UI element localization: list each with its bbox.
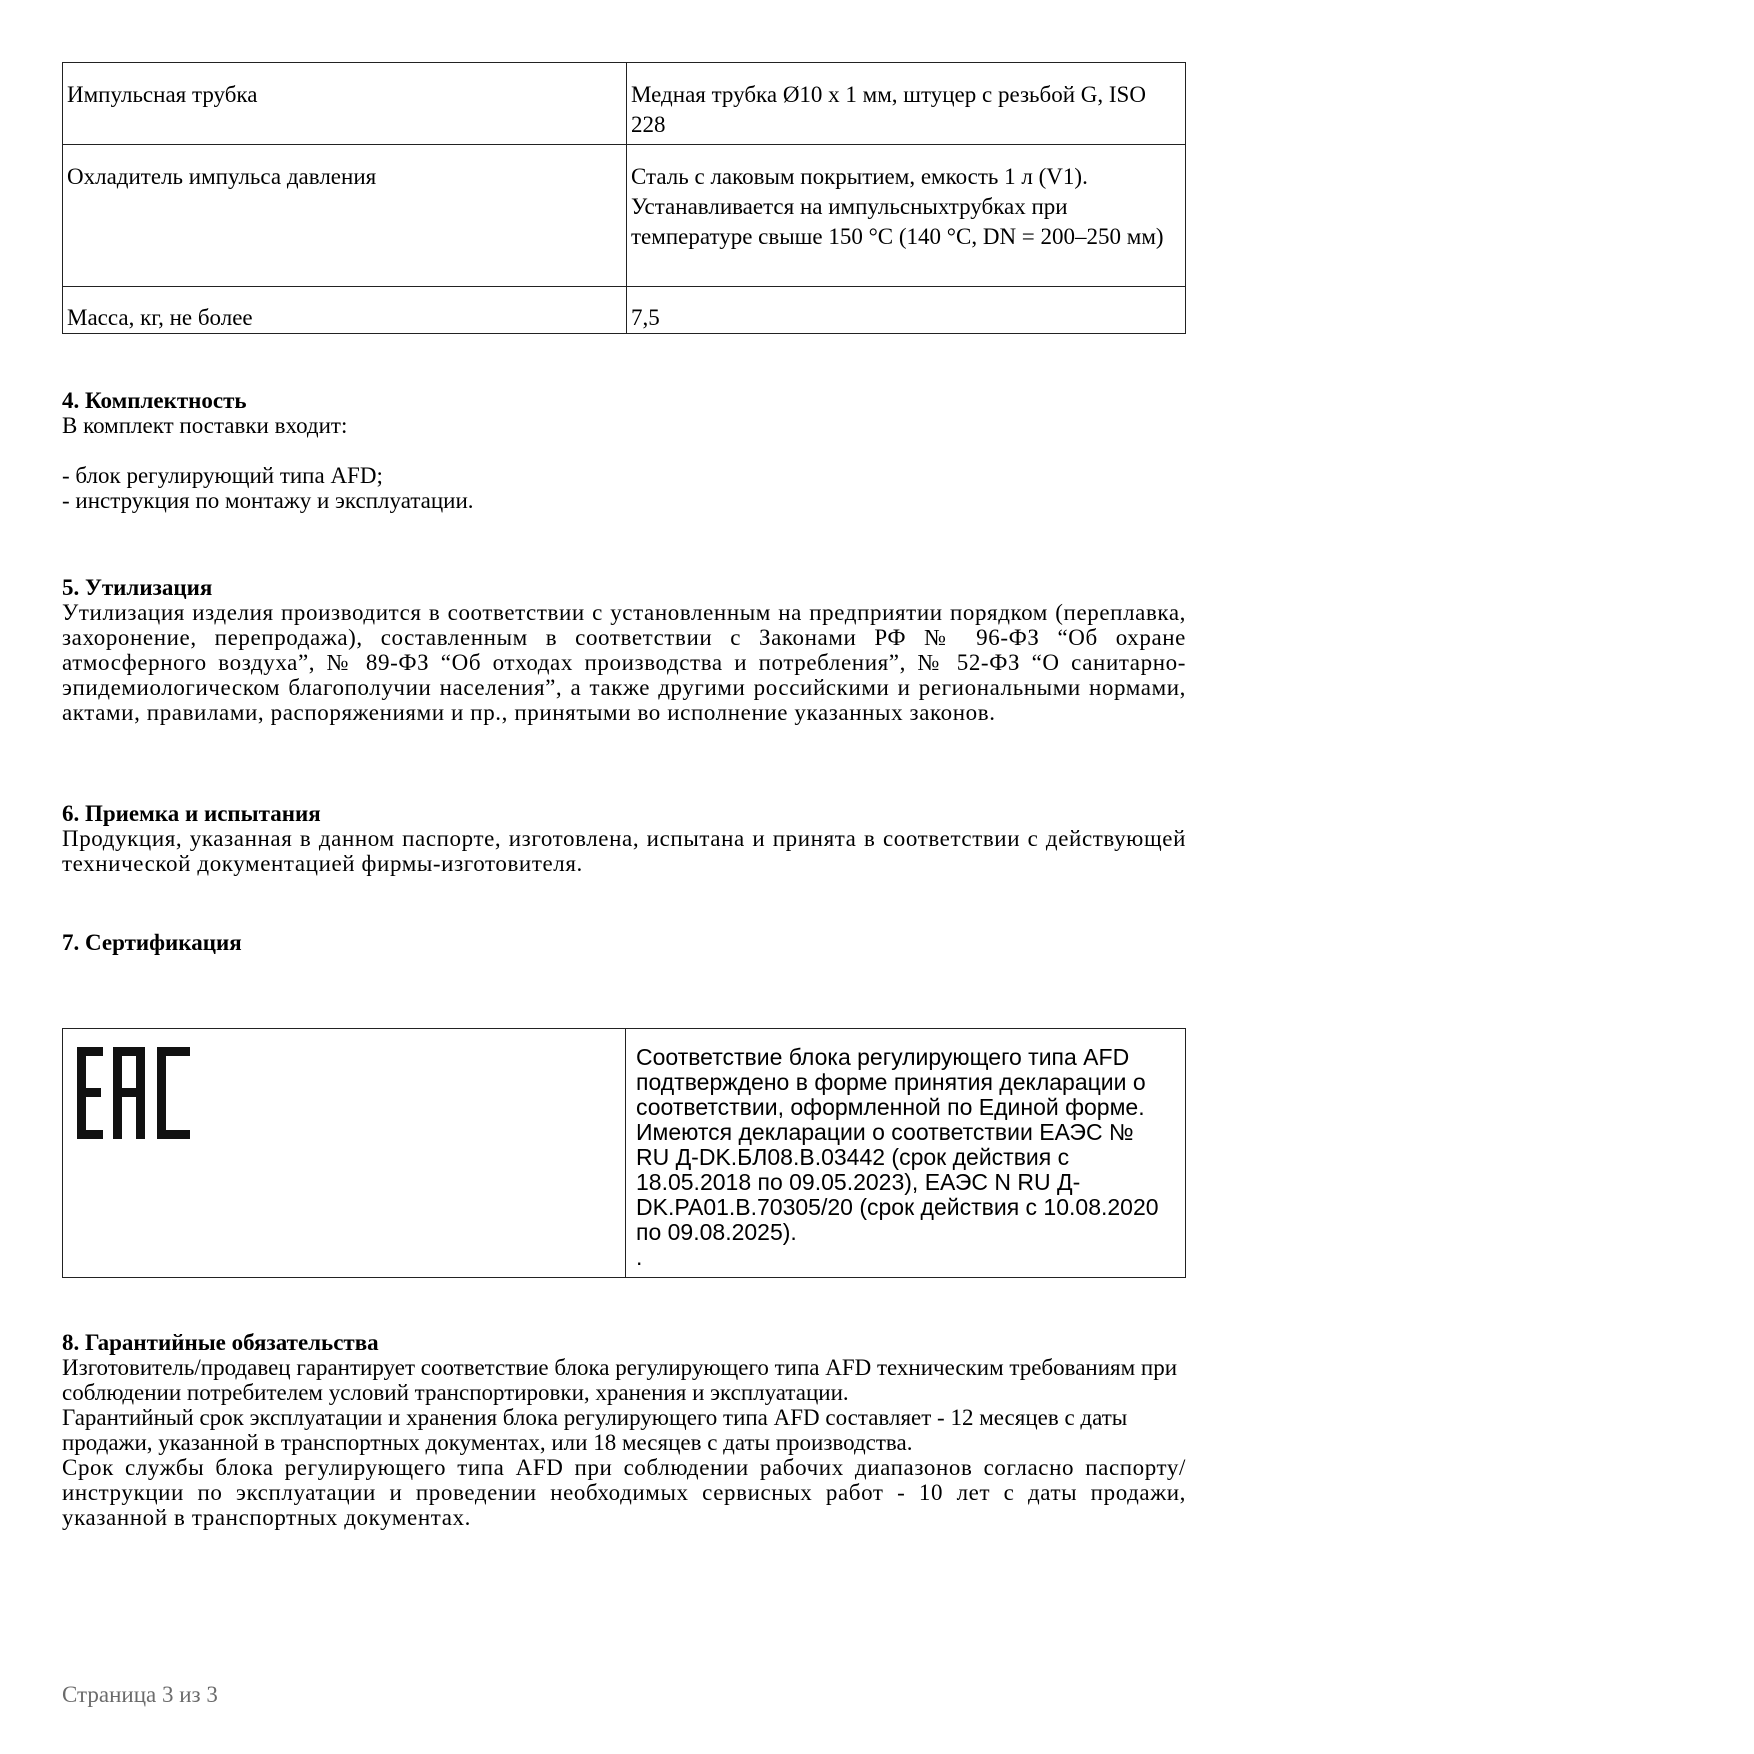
- section-title: 4. Комплектность: [62, 388, 247, 413]
- list-item: - блок регулирующий типа AFD;: [62, 463, 383, 488]
- spec-label: Импульсная трубка: [63, 63, 627, 145]
- eac-logo: [77, 1045, 191, 1141]
- section-title: 6. Приемка и испытания: [62, 801, 321, 826]
- cert-line: соответствии, оформленной по Единой форме.: [636, 1094, 1145, 1120]
- section-completeness: [62, 388, 1186, 513]
- specifications-table: [62, 62, 1186, 334]
- spec-value: Медная трубка Ø10 х 1 мм, штуцер с резьбой G, ISO 228: [627, 63, 1186, 145]
- section-disposal: [62, 575, 1186, 725]
- section-text: Утилизация изделия производится в соответствии с установленным на предприятии порядком (переплавка, захоронение, перепродажа), составленным в соответствии с Законами РФ № 96-ФЗ “Об охране атмосферного воздуха”, № 89-ФЗ “Об отходах производства и потребления”, № 52-ФЗ “О санитарно-эпидемиологическом благополучии населения”, а также другими российскими и региональными нормами, актами, правилами, распоряжениями и пр., принятыми во исполнение указанных законов.: [62, 600, 1186, 725]
- table-row: [63, 1029, 1186, 1278]
- table-row: [63, 63, 1186, 145]
- spec-value: Сталь с лаковым покрытием, емкость 1 л (V1). Устанавливается на импульсныхтрубках при температуре свыше 150 °С (140 °С, DN = 200–250 мм): [627, 145, 1186, 287]
- section-certification: [62, 930, 1186, 955]
- section-title: 8. Гарантийные обязательства: [62, 1330, 379, 1355]
- section-acceptance: [62, 801, 1186, 876]
- cert-line: 18.05.2018 по 09.05.2023), ЕАЭС N RU Д-: [636, 1169, 1081, 1195]
- section-title: 5. Утилизация: [62, 575, 213, 600]
- section-title: 7. Сертификация: [62, 930, 242, 955]
- cert-line: DK.PA01.B.70305/20 (срок действия с 10.08.2020: [636, 1194, 1159, 1220]
- logo-cell: [63, 1029, 626, 1278]
- certification-table: [62, 1028, 1186, 1278]
- cert-line: RU Д-DK.БЛ08.В.03442 (срок действия с: [636, 1144, 1070, 1170]
- section-text: Изготовитель/продавец гарантирует соответствие блока регулирующего типа AFD техническим требованиям при соблюдении потребителем условий транспортировки, хранения и эксплуатации.: [62, 1355, 1178, 1405]
- list-item: - инструкция по монтажу и эксплуатации.: [62, 488, 474, 513]
- section-intro: В комплект поставки входит:: [62, 413, 348, 438]
- spec-label: Масса, кг, не более: [63, 287, 627, 334]
- cert-line: .: [636, 1244, 643, 1270]
- table-row: [63, 145, 1186, 287]
- section-warranty: [62, 1330, 1186, 1530]
- spec-value: 7,5: [627, 287, 1186, 334]
- spec-label: Охладитель импульса давления: [63, 145, 627, 287]
- delivery-list: [62, 463, 1186, 513]
- cert-line: по 09.08.2025).: [636, 1219, 797, 1245]
- cert-line: Имеются декларации о соответствии ЕАЭС №: [636, 1119, 1134, 1145]
- cert-line: подтверждено в форме принятия декларации о: [636, 1069, 1146, 1095]
- cert-line: Соответствие блока регулирующего типа AFD: [636, 1044, 1130, 1070]
- certification-text: [626, 1029, 1186, 1278]
- page-number: Страница 3 из 3: [62, 1682, 218, 1707]
- section-text: Гарантийный срок эксплуатации и хранения блока регулирующего типа AFD составляет - 12 месяцев с даты продажи, указанной в транспортных документах, или 18 месяцев с даты производства.: [62, 1405, 1128, 1455]
- section-text: Продукция, указанная в данном паспорте, изготовлена, испытана и принята в соответствии с действующей технической документацией фирмы-изготовителя.: [62, 826, 1186, 876]
- section-text: Срок службы блока регулирующего типа AFD при соблюдении рабочих диапазонов согласно паспорту/инструкции по эксплуатации и проведении необходимых сервисных работ - 10 лет с даты продажи, указанной в транспортных документах.: [62, 1455, 1186, 1530]
- table-row: [63, 287, 1186, 334]
